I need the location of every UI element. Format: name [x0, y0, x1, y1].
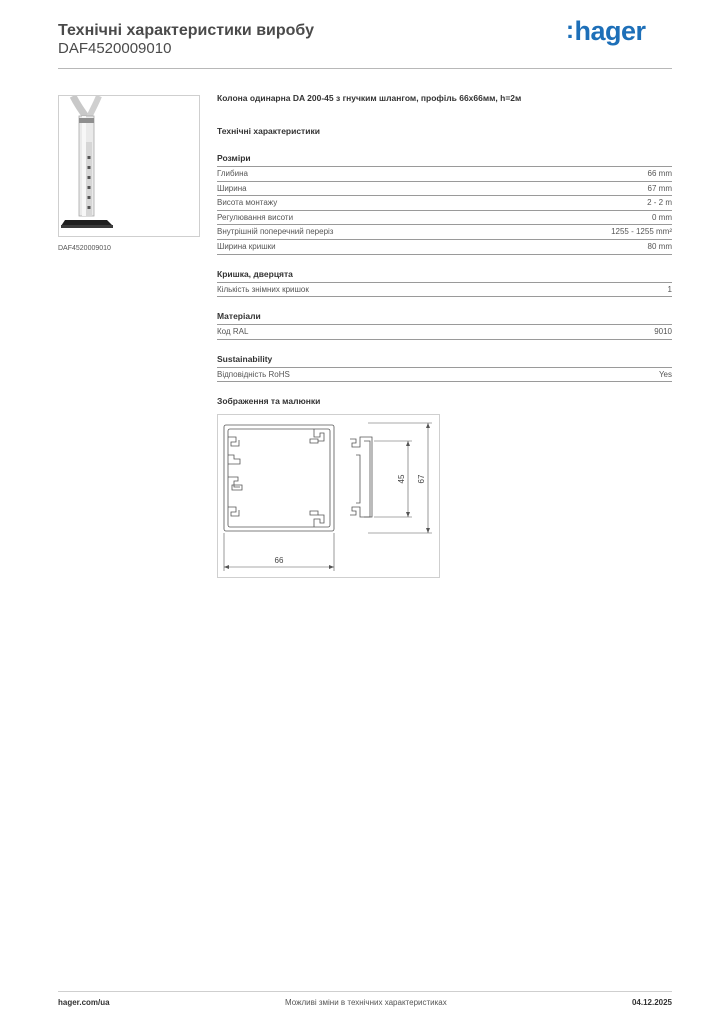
row-label: Відповідність RoHS [217, 369, 290, 379]
row-value: 0 mm [652, 212, 672, 222]
group-title-materials: Матеріали [217, 311, 261, 322]
dimensions-table [217, 166, 672, 255]
table-row [217, 225, 672, 240]
footer-disclaimer: Можливі зміни в технічних характеристиках [285, 998, 447, 1007]
logo-colon-mark: : [566, 17, 574, 44]
table-row [217, 240, 672, 255]
row-value: 2 - 2 m [647, 198, 672, 208]
row-value: Yes [658, 369, 672, 379]
dimension-label-width: 66 [274, 556, 284, 565]
logo-text: hager [574, 16, 646, 46]
column-illustration [59, 96, 199, 236]
dimension-label-inner-height: 45 [397, 474, 406, 484]
row-label: Ширина кришки [217, 241, 276, 251]
product-image-caption: DAF4520009010 [58, 245, 111, 252]
row-label: Код RAL [217, 327, 249, 337]
row-label: Внутрішній поперечний переріз [217, 227, 334, 237]
row-label: Висота монтажу [217, 198, 278, 208]
product-code: DAF4520009010 [58, 40, 172, 57]
row-value: 9010 [654, 327, 672, 337]
section-title: Технічні характеристики [217, 126, 320, 136]
table-row [217, 196, 672, 211]
product-name: Колона одинарна DA 200-45 з гнучким шлангом, профіль 66х66мм, h=2м [217, 93, 522, 103]
sustainability-table [217, 367, 672, 383]
table-row [217, 283, 672, 298]
row-label: Регулювання висоти [217, 212, 294, 222]
product-image [58, 95, 200, 237]
table-row [217, 167, 672, 182]
row-value: 1255 - 1255 mm² [611, 227, 672, 237]
row-value: 67 mm [647, 183, 672, 193]
header-divider [58, 68, 672, 69]
row-value: 66 mm [647, 169, 672, 178]
images-section-title: Зображення та малюнки [217, 396, 321, 406]
profile-cross-section-drawing [218, 415, 439, 577]
group-title-dimensions: Розміри [217, 153, 251, 163]
table-row [217, 325, 672, 340]
group-title-cover: Кришка, дверцята [217, 268, 293, 279]
cover-table [217, 282, 672, 298]
row-value: 1 [667, 284, 672, 294]
row-label: Ширина [217, 183, 247, 193]
footer-website: hager.com/ua [58, 998, 110, 1007]
group-title-sustainability: Sustainability [217, 353, 273, 364]
row-value: 80 mm [647, 241, 672, 251]
row-label: Кількість знімних кришок [217, 284, 309, 294]
characteristics-section [217, 93, 672, 382]
table-row [217, 211, 672, 226]
profile-drawing [217, 414, 440, 578]
hager-logo [566, 16, 646, 47]
footer-date: 04.12.2025 [631, 998, 672, 1007]
dimension-label-outer-height: 67 [417, 474, 426, 484]
footer-divider [58, 991, 672, 992]
materials-table [217, 324, 672, 340]
table-row [217, 368, 672, 383]
row-label: Глибина [217, 169, 248, 178]
document-title: Технічні характеристики виробу [58, 22, 314, 39]
table-row [217, 182, 672, 197]
